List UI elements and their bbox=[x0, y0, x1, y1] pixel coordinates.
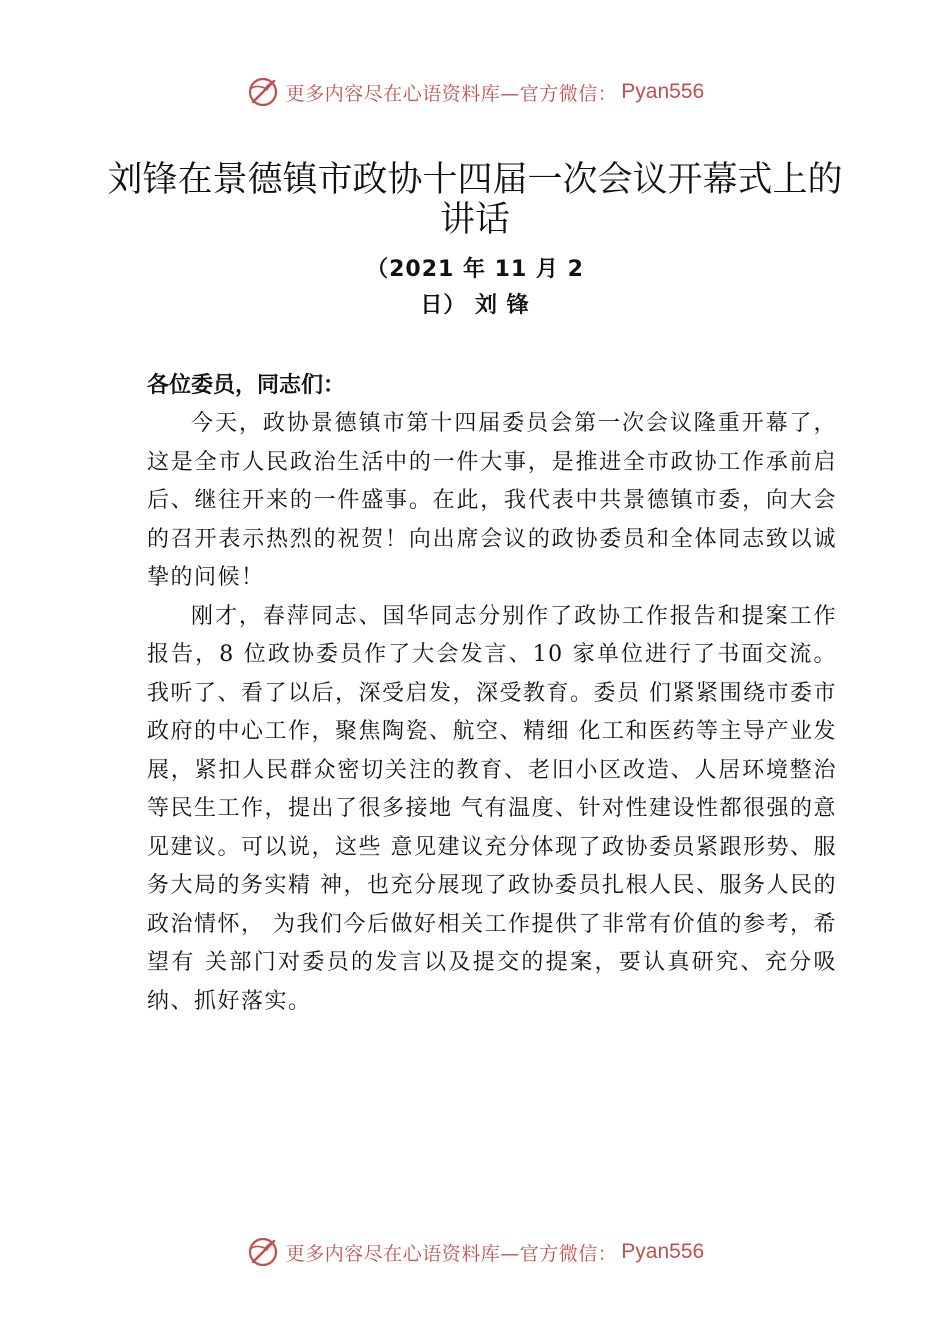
body-paragraph: 刚才，春萍同志、国华同志分别作了政协工作报告和提案工作报告，8 位政协委员作了大会发言、10 家单位进行了书面交流。我听了、看了以后，深受启发，深受教育。委员 们紧紧围绕市委市政府的中心工作，聚焦陶瓷、航空、精细 化工和医药等主导产业发展，紧扣人民群众密切关注的教育、老旧小区改造、人居环境整治等民生工作，提出了很多接地 气有温度、针对性建设性都很强的意见建议。可以说，这些 意见建议充分体现了政协委员紧跟形势、服务大局的务实精 神，也充分展现了政协委员扎根人民、服务人民的政治情怀， 为我们今后做好相关工作提供了非常有价值的参考，希望有 关部门对委员的发言以及提交的提案，要认真研究、充分吸 纳、抓好落实。 bbox=[147, 603, 837, 1014]
document-date-line-2: 日） 刘 锋 bbox=[420, 293, 530, 318]
salutation: 各位委员，同志们： bbox=[147, 373, 346, 398]
header-banner bbox=[0, 72, 950, 112]
footer-banner bbox=[0, 1232, 950, 1272]
quill-logo-icon bbox=[246, 75, 280, 109]
banner-text: 更多内容尽在心语资料库—官方微信： bbox=[285, 82, 618, 105]
body-paragraph: 今天，政协景德镇市第十四届委员会第一次会议隆重开幕了，这是全市人民政治生活中的一件大事，是推进全市政协工作承前启后、继往开来的一件盛事。在此，我代表中共景德镇市委，向大会的召开表示热烈的祝贺！向出席会议的政协委员和全体同志致以诚挚的问候！ bbox=[147, 411, 837, 590]
quill-logo-icon bbox=[246, 1235, 280, 1269]
banner-text: 更多内容尽在心语资料库—官方微信： bbox=[285, 1242, 618, 1265]
banner-wechat-id: Pyan556 bbox=[621, 80, 705, 103]
document-body bbox=[147, 405, 837, 1021]
document-date-line-1: （2021 年 11 月 2 bbox=[366, 257, 584, 282]
banner-wechat-id: Pyan556 bbox=[621, 1240, 705, 1263]
document-title: 刘锋在景德镇市政协十四届一次会议开幕式上的讲话 bbox=[107, 160, 843, 240]
